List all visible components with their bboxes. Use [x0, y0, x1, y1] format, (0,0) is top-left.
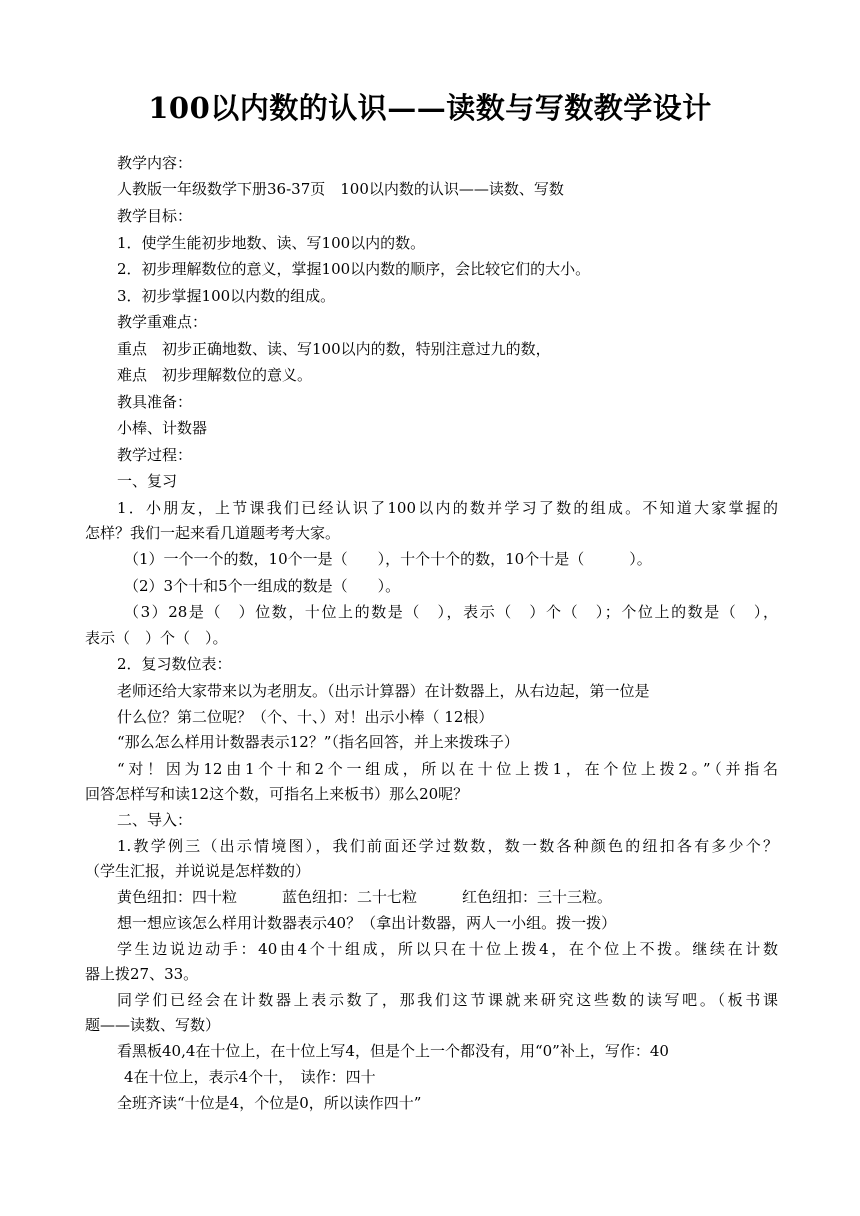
- text-line: 教具准备：: [117, 393, 193, 411]
- text-line: 看黑板40,4在十位上，在十位上写4，但是个上一个都没有，用“0”补上，写作：40: [117, 1042, 669, 1060]
- text-line: （3）28是（ ）位数，十位上的数是（ ），表示（ ）个（ ）；个位上的数是（ ），: [124, 603, 778, 621]
- text-line: 表示（ ）个（ ）。: [85, 629, 228, 647]
- text-line: “那么怎么样用计数器表示12？”（指名回答，并上来拨珠子）: [117, 733, 519, 751]
- text-line: 教学目标：: [117, 207, 193, 225]
- text-line: 一、复习: [117, 472, 178, 490]
- text-line: 1．使学生能初步地数、读、写100以内的数。: [117, 234, 426, 252]
- text-line: 2．初步理解数位的意义，掌握100以内数的顺序，会比较它们的大小。: [117, 260, 591, 278]
- text-line: （1）一个一个的数，10个一是（ ），十个十个的数，10个十是（ ）。: [124, 550, 652, 568]
- text-line: 二、导入：: [117, 811, 193, 829]
- text-line: 全班齐读“十位是4，个位是0，所以读作四十”: [117, 1094, 422, 1112]
- text-line: 老师还给大家带来以为老朋友。（出示计算器）在计数器上，从右边起，第一位是: [117, 682, 650, 700]
- text-line: 人教版一年级数学下册36-37页 100以内数的认识——读数、写数: [117, 180, 564, 198]
- text-line: 小棒、计数器: [117, 419, 208, 437]
- text-line: （学生汇报，并说说是怎样数的）: [85, 862, 311, 880]
- text-line: 难点 初步理解数位的意义。: [117, 366, 313, 384]
- text-line: 学生边说边动手：40由4个十组成，所以只在十位上拨4，在个位上不拨。继续在计数: [117, 940, 778, 958]
- text-line: 想一想应该怎么样用计数器表示40？（拿出计数器，两人一小组。拨一拨）: [117, 914, 617, 932]
- text-line: 什么位？第二位呢？（个、十、）对！出示小棒（ 12根）: [117, 708, 494, 726]
- text-line: 1．小朋友，上节课我们已经认识了100以内的数并学习了数的组成。不知道大家掌握的: [117, 499, 778, 517]
- text-line: 2．复习数位表：: [117, 655, 232, 673]
- text-line: 题——读数、写数）: [85, 1016, 221, 1034]
- text-line: 教学内容：: [117, 154, 193, 172]
- text-line: 黄色纽扣：四十粒 蓝色纽扣：二十七粒 红色纽扣：三十三粒。: [117, 888, 613, 906]
- text-line: 重点 初步正确地数、读、写100以内的数，特别注意过九的数，: [117, 340, 551, 358]
- text-line: 1.教学例三（出示情境图），我们前面还学过数数，数一数各种颜色的纽扣各有多少个？: [117, 837, 778, 855]
- text-line: （2）3个十和5个一组成的数是（ ）。: [124, 577, 401, 595]
- document-title: 100以内数的认识——读数与写数教学设计: [148, 91, 712, 125]
- text-line: 器上拨27、33。: [85, 965, 199, 983]
- text-line: 3．初步掌握100以内数的组成。: [117, 287, 336, 305]
- text-line: 4在十位上，表示4个十， 读作：四十: [124, 1068, 376, 1086]
- text-line: 同学们已经会在计数器上表示数了，那我们这节课就来研究这些数的读写吧。（板书课: [117, 991, 778, 1009]
- text-line: “对！因为12由1个十和2个一组成，所以在十位上拨1，在个位上拨2。”（并指名: [117, 760, 778, 778]
- text-line: 回答怎样写和读12这个数，可指名上来板书）那么20呢？: [85, 785, 469, 803]
- text-line: 教学重难点：: [117, 313, 208, 331]
- text-line: 怎样？我们一起来看几道题考考大家。: [85, 524, 341, 542]
- text-line: 教学过程：: [117, 446, 193, 464]
